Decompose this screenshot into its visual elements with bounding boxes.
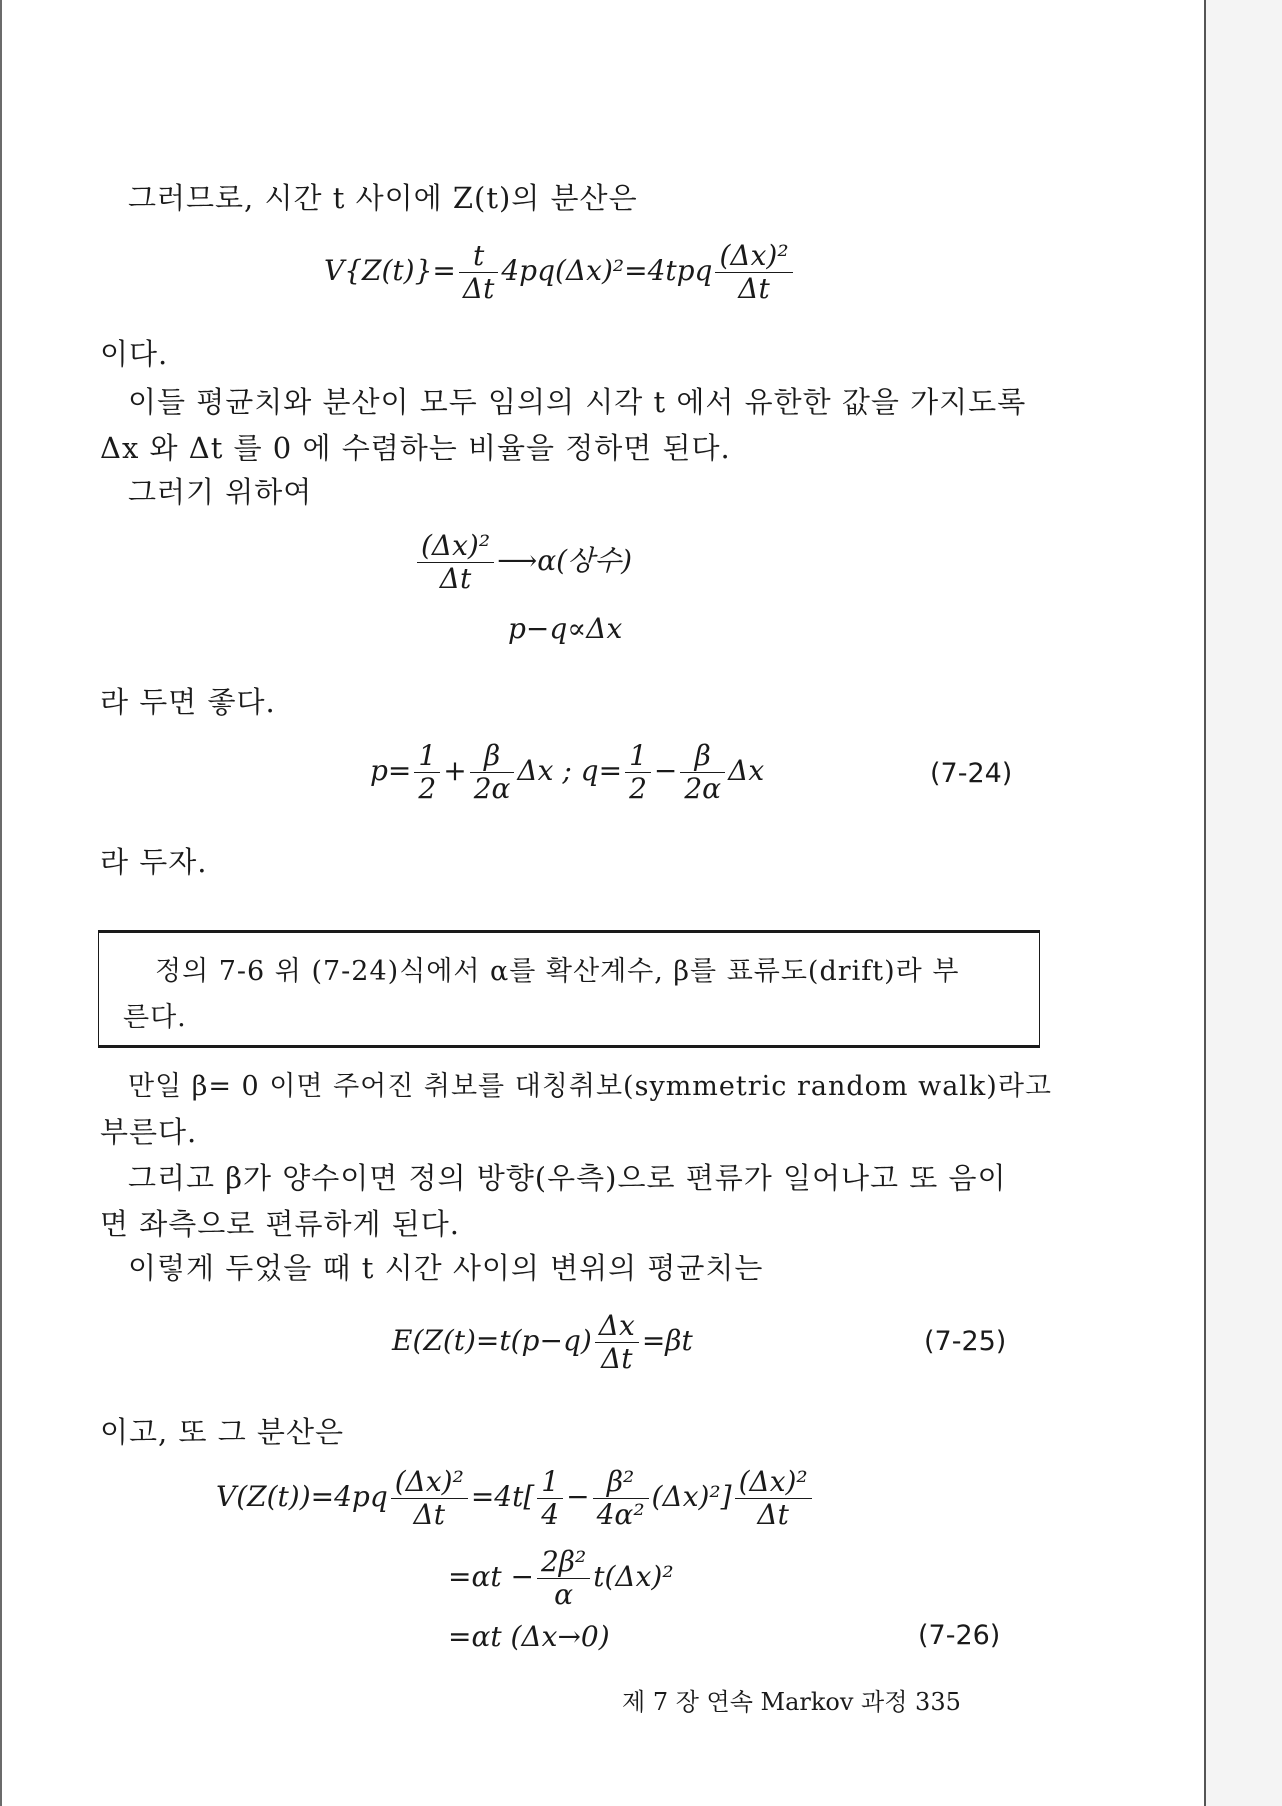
eq726-l1-frac-3 bbox=[593, 1466, 649, 1531]
paragraph-drift-1: 그리고 β가 양수이면 정의 방향(우측)으로 편류가 일어나고 또 음이 bbox=[128, 1161, 1007, 1195]
eq726-f4-num: (Δx)² bbox=[735, 1466, 812, 1499]
eq724-dx-mid: Δx ; q= bbox=[517, 754, 623, 788]
paragraph-good: 라 두면 좋다. bbox=[100, 685, 276, 719]
eq724-beta-frac-1 bbox=[470, 740, 515, 805]
paragraph-for-that: 그러기 위하여 bbox=[128, 475, 313, 509]
paragraph-finite-values-2: Δx 와 Δt 를 0 에 수렴하는 비율을 정하면 된다. bbox=[100, 431, 731, 465]
cond1-den: Δt bbox=[439, 562, 472, 596]
eq725-lhs: E(Z(t)=t(p−q) bbox=[392, 1324, 592, 1358]
eq726-l2-frac bbox=[537, 1546, 590, 1611]
eq724-half1-den: 2 bbox=[418, 772, 437, 806]
paragraph-symmetric-2: 부른다. bbox=[100, 1115, 198, 1149]
eq724-half-2 bbox=[625, 740, 651, 805]
eq726-l1-frac-1 bbox=[391, 1466, 468, 1531]
page-footer: 제 7 장 연속 Markov 과정 335 bbox=[622, 1688, 961, 1716]
cond1-num: (Δx)² bbox=[417, 530, 494, 563]
eq726-l2-b: t(Δx)² bbox=[593, 1560, 674, 1594]
cond1-fraction bbox=[417, 530, 494, 595]
equation-label-7-25: (7-25) bbox=[924, 1326, 1007, 1357]
eq724-plus: + bbox=[443, 754, 467, 788]
paragraph-mean-intro: 이렇게 두었을 때 t 시간 사이의 변위의 평균치는 bbox=[128, 1251, 764, 1285]
equation-7-26-line-3: =αt (Δx→0) bbox=[448, 1620, 610, 1653]
equation-7-24 bbox=[370, 740, 764, 805]
equation-label-7-24: (7-24) bbox=[930, 758, 1013, 789]
eq726-f1-den: Δt bbox=[413, 1498, 446, 1532]
eq1-f1-den: Δt bbox=[462, 272, 495, 306]
eq725-fraction bbox=[595, 1310, 639, 1375]
eq724-half2-den: 2 bbox=[629, 772, 647, 806]
eq726-l1-tail: (Δx)²] bbox=[651, 1480, 732, 1514]
eq724-p-lhs: p= bbox=[370, 754, 412, 788]
eq725-den: Δt bbox=[601, 1342, 633, 1376]
eq726-l1-mid: =4t[ bbox=[470, 1480, 535, 1514]
definition-line-1: 정의 7-6 위 (7-24)식에서 α를 확산계수, β를 표류도(drift)라 부 bbox=[155, 956, 960, 987]
eq726-l1-minus: − bbox=[566, 1480, 590, 1514]
eq726-l1-frac-2 bbox=[537, 1466, 563, 1531]
eq724-half-1 bbox=[414, 740, 440, 805]
paragraph-finite-values-1: 이들 평균치와 분산이 모두 임의의 시각 t 에서 유한한 값을 가지도록 bbox=[128, 385, 1027, 419]
eq724-minus: − bbox=[653, 754, 678, 788]
eq726-f3-num: β² bbox=[593, 1466, 649, 1499]
eq724-b2-den: 2α bbox=[684, 772, 722, 806]
eq726-l2-a: =αt − bbox=[448, 1560, 534, 1594]
eq726-f1-num: (Δx)² bbox=[391, 1466, 468, 1499]
eq725-num: Δx bbox=[595, 1310, 639, 1343]
condition-proportional: p−q∝Δx bbox=[508, 612, 623, 645]
paragraph-ida: 이다. bbox=[100, 337, 169, 371]
eq724-half2-num: 1 bbox=[625, 740, 651, 773]
eq1-lhs: V{Z(t)}= bbox=[324, 254, 456, 288]
eq726-f3-den: 4α² bbox=[596, 1498, 645, 1532]
equation-variance bbox=[324, 240, 796, 305]
eq1-f2-num: (Δx)² bbox=[715, 240, 792, 273]
eq1-f1-num: t bbox=[459, 240, 498, 273]
eq726-l1-frac-4 bbox=[735, 1466, 812, 1531]
cond1-tail: ⟶α(상수) bbox=[497, 544, 633, 578]
paragraph-let: 라 두자. bbox=[100, 845, 208, 879]
eq1-f2-den: Δt bbox=[738, 272, 770, 306]
equation-7-26-line-1 bbox=[216, 1466, 815, 1531]
eq725-rhs: =βt bbox=[641, 1324, 693, 1358]
paragraph-symmetric-1: 만일 β= 0 이면 주어진 취보를 대칭취보(symmetric random walk)라고 bbox=[128, 1071, 1052, 1102]
eq726-l1-lhs: V(Z(t))=4pq bbox=[216, 1480, 388, 1514]
eq1-fraction-t bbox=[459, 240, 498, 305]
eq726-f2-den: 4 bbox=[541, 1498, 560, 1532]
eq726-f4-den: Δt bbox=[757, 1498, 789, 1532]
eq726-f2-num: 1 bbox=[537, 1466, 563, 1499]
viewer-right-margin bbox=[1204, 0, 1282, 1806]
eq724-half1-num: 1 bbox=[414, 740, 440, 773]
equation-7-26-line-2 bbox=[448, 1546, 674, 1611]
paragraph-variance-intro: 그러므로, 시간 t 사이에 Z(t)의 분산은 bbox=[128, 181, 638, 215]
equation-label-7-26: (7-26) bbox=[918, 1620, 1001, 1651]
eq726-l2-num: 2β² bbox=[537, 1546, 590, 1579]
eq724-b1-den: 2α bbox=[473, 772, 511, 806]
eq724-beta-frac-2 bbox=[680, 740, 725, 805]
definition-line-2: 른다. bbox=[123, 1002, 187, 1033]
eq724-b2-num: β bbox=[680, 740, 725, 773]
equation-7-25 bbox=[392, 1310, 693, 1375]
eq1-mid: 4pq(Δx)²=4tpq bbox=[501, 254, 713, 288]
paragraph-drift-2: 면 좌측으로 편류하게 된다. bbox=[100, 1207, 461, 1241]
eq1-fraction-dx bbox=[715, 240, 792, 305]
definition-box bbox=[98, 930, 1040, 1048]
condition-alpha bbox=[414, 530, 632, 595]
eq724-dx-end: Δx bbox=[728, 754, 765, 788]
paragraph-variance-is: 이고, 또 그 분산은 bbox=[100, 1415, 344, 1449]
eq724-b1-num: β bbox=[470, 740, 515, 773]
eq726-l2-den: α bbox=[554, 1578, 574, 1612]
